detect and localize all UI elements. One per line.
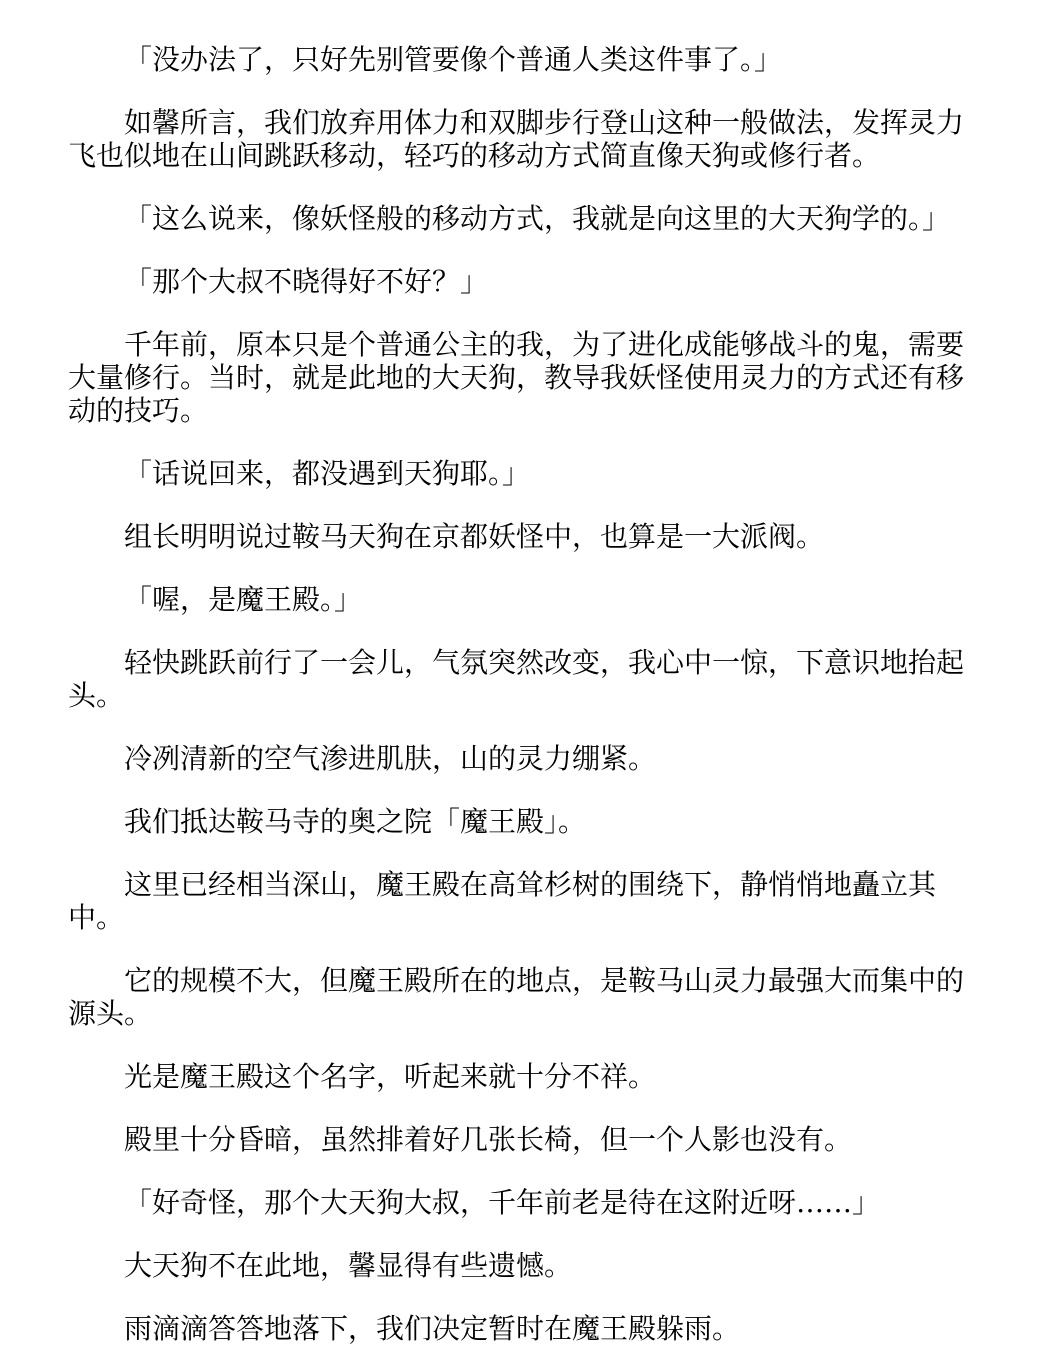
paragraph: 「这么说来，像妖怪般的移动方式，我就是向这里的大天狗学的。」 xyxy=(124,202,951,235)
paragraph: 「好奇怪，那个大天狗大叔，千年前老是待在这附近呀……」 xyxy=(124,1186,881,1219)
paragraph: 组长明明说过鞍马天狗在京都妖怪中，也算是一大派阀。 xyxy=(124,520,825,553)
paragraph: 轻快跳跃前行了一会儿，气氛突然改变，我心中一惊，下意识地抬起头。 xyxy=(68,646,965,712)
paragraph: 「喔，是魔王殿。」 xyxy=(124,583,363,616)
paragraph: 光是魔王殿这个名字，听起来就十分不祥。 xyxy=(124,1060,657,1093)
paragraph: 冷冽清新的空气渗进肌肤，山的灵力绷紧。 xyxy=(124,742,657,775)
paragraph: 「没办法了，只好先别管要像个普通人类这件事了。」 xyxy=(124,43,783,76)
paragraph: 如馨所言，我们放弃用体力和双脚步行登山这种一般做法，发挥灵力飞也似地在山间跳跃移动，轻巧的移动方式简直像天狗或修行者。 xyxy=(68,106,965,172)
paragraph: 大天狗不在此地，馨显得有些遗憾。 xyxy=(124,1249,573,1282)
paragraph: 「那个大叔不晓得好不好？」 xyxy=(124,265,489,298)
paragraph: 殿里十分昏暗，虽然排着好几张长椅，但一个人影也没有。 xyxy=(124,1123,853,1156)
paragraph: 这里已经相当深山，魔王殿在高耸杉树的围绕下，静悄悄地矗立其中。 xyxy=(68,868,937,934)
paragraph: 千年前，原本只是个普通公主的我，为了进化成能够战斗的鬼，需要大量修行。当时，就是此地的大天狗，教导我妖怪使用灵力的方式还有移动的技巧。 xyxy=(68,328,965,427)
paragraph: 它的规模不大，但魔王殿所在的地点，是鞍马山灵力最强大而集中的源头。 xyxy=(68,964,965,1030)
paragraph: 雨滴滴答答地落下，我们决定暂时在魔王殿躲雨。 xyxy=(124,1312,741,1345)
document-page xyxy=(68,43,980,1345)
paragraph: 「话说回来，都没遇到天狗耶。」 xyxy=(124,457,531,490)
paragraph: 我们抵达鞍马寺的奥之院「魔王殿」。 xyxy=(124,805,587,838)
